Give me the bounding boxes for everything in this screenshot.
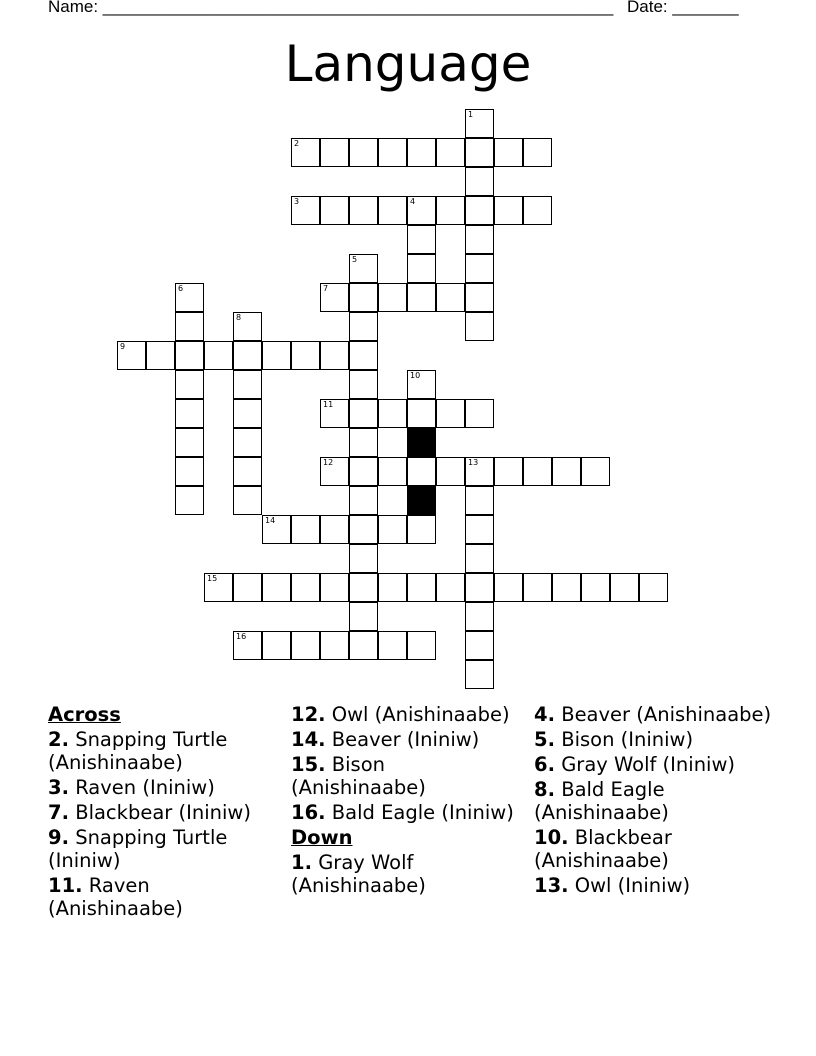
grid-cell[interactable] [465,225,494,254]
grid-cell[interactable] [233,428,262,457]
grid-cell[interactable] [465,138,494,167]
grid-cell[interactable] [494,138,523,167]
clue-across-9: 9. Snapping Turtle (Ininiw) [48,826,228,872]
grid-cell[interactable] [349,370,378,399]
grid-cell[interactable] [407,283,436,312]
grid-cell[interactable] [465,486,494,515]
grid-cell[interactable] [494,196,523,225]
grid-cell[interactable] [175,312,204,341]
grid-cell[interactable] [291,631,320,660]
clue-number-7: 7 [323,284,329,293]
grid-cell[interactable] [436,196,465,225]
grid-cell[interactable] [349,573,378,602]
clue-across-16: 16. Bald Eagle (Ininiw) [291,801,514,824]
grid-cell[interactable] [262,341,291,370]
grid-cell[interactable] [233,370,262,399]
clue-number-4: 4 [410,197,416,206]
grid-cell[interactable] [349,283,378,312]
grid-cell[interactable] [117,341,146,370]
grid-cell[interactable] [378,631,407,660]
grid-cell[interactable] [349,399,378,428]
grid-cell[interactable] [175,370,204,399]
grid-cell[interactable] [581,457,610,486]
grid-cell[interactable] [465,109,494,138]
grid-cell[interactable] [523,573,552,602]
grid-cell[interactable] [465,254,494,283]
grid-cell[interactable] [233,573,262,602]
date-field[interactable]: Date: _______ [627,0,739,16]
grid-cell[interactable] [407,225,436,254]
clue-across-15: 15. Bison (Anishinaabe) [291,753,426,799]
grid-cell[interactable] [552,457,581,486]
grid-cell[interactable] [465,631,494,660]
clue-number-12: 12 [323,458,334,467]
grid-cell[interactable] [233,341,262,370]
grid-cell[interactable] [320,457,349,486]
grid-cell[interactable] [494,457,523,486]
grid-cell[interactable] [349,486,378,515]
clue-number-14: 14 [265,516,276,525]
grid-cell[interactable] [204,573,233,602]
grid-cell[interactable] [320,631,349,660]
clue-number-16: 16 [236,632,247,641]
grid-cell[interactable] [175,428,204,457]
clues-column-3 [534,703,784,899]
clue-down-10: 10. Blackbear (Anishinaabe) [534,826,672,872]
clue-number-11: 11 [323,400,334,409]
grid-cell[interactable] [175,399,204,428]
name-field[interactable]: Name: ______________________________________________________ [48,0,614,16]
grid-cell[interactable] [349,138,378,167]
grid-cell[interactable] [436,457,465,486]
grid-cell[interactable] [233,399,262,428]
grid-cell[interactable] [320,138,349,167]
grid-cell[interactable] [465,457,494,486]
grid-cell[interactable] [262,573,291,602]
grid-cell[interactable] [378,573,407,602]
grid-cell[interactable] [407,515,436,544]
clue-down-1: 1. Gray Wolf (Anishinaabe) [291,851,426,897]
grid-cell[interactable] [523,138,552,167]
grid-cell[interactable] [610,573,639,602]
grid-cell[interactable] [465,312,494,341]
grid-cell[interactable] [146,341,175,370]
clue-across-2: 2. Snapping Turtle (Anishinaabe) [48,728,228,774]
clue-number-5: 5 [352,255,358,264]
grid-cell[interactable] [349,254,378,283]
clue-number-8: 8 [236,313,242,322]
clue-number-13: 13 [468,458,479,467]
grid-cell[interactable] [291,196,320,225]
grid-cell[interactable] [465,515,494,544]
clue-down-4: 4. Beaver (Anishinaabe) [534,703,772,726]
clue-across-14: 14. Beaver (Ininiw) [291,728,480,751]
clue-down-13: 13. Owl (Ininiw) [534,874,691,897]
grid-cell[interactable] [436,573,465,602]
clue-number-2: 2 [294,139,300,148]
clues-column-2 [291,703,526,899]
grid-cell[interactable] [233,312,262,341]
grid-cell[interactable] [349,544,378,573]
grid-cell[interactable] [465,544,494,573]
grid-cell[interactable] [349,196,378,225]
grid-cell[interactable] [175,486,204,515]
grid-cell[interactable] [407,254,436,283]
grid-cell[interactable] [233,457,262,486]
grid-cell[interactable] [494,573,523,602]
clue-number-6: 6 [178,284,184,293]
clue-down-6: 6. Gray Wolf (Ininiw) [534,753,736,776]
grid-cell[interactable] [407,370,436,399]
grid-cell[interactable] [320,515,349,544]
clue-across-3: 3. Raven (Ininiw) [48,776,215,799]
grid-cell[interactable] [407,631,436,660]
grid-cell[interactable] [349,428,378,457]
grid-cell[interactable] [262,631,291,660]
grid-cell[interactable] [465,602,494,631]
clue-number-9: 9 [120,342,126,351]
grid-cell[interactable] [465,196,494,225]
grid-cell[interactable] [523,196,552,225]
grid-cell[interactable] [552,573,581,602]
grid-cell[interactable] [465,399,494,428]
grid-cell[interactable] [291,573,320,602]
clue-number-3: 3 [294,197,300,206]
grid-cell[interactable] [378,138,407,167]
grid-cell[interactable] [291,138,320,167]
grid-cell[interactable] [320,341,349,370]
grid-cell[interactable] [320,399,349,428]
grid-cell[interactable] [407,399,436,428]
grid-cell[interactable] [349,515,378,544]
clue-down-8: 8. Bald Eagle (Anishinaabe) [534,778,669,824]
grid-block-cell [407,486,436,515]
grid-cell[interactable] [436,399,465,428]
grid-cell[interactable] [639,573,668,602]
grid-cell[interactable] [523,457,552,486]
grid-cell[interactable] [378,196,407,225]
clues-column-1 [48,703,283,922]
grid-cell[interactable] [349,312,378,341]
grid-cell[interactable] [320,283,349,312]
grid-cell[interactable] [349,457,378,486]
grid-cell[interactable] [349,341,378,370]
grid-cell[interactable] [175,457,204,486]
clue-across-11: 11. Raven (Anishinaabe) [48,874,183,920]
clue-down-5: 5. Bison (Ininiw) [534,728,694,751]
grid-cell[interactable] [465,167,494,196]
grid-cell[interactable] [581,573,610,602]
grid-cell[interactable] [291,515,320,544]
grid-cell[interactable] [378,399,407,428]
across-heading: Across [48,703,121,726]
grid-cell[interactable] [349,631,378,660]
grid-cell[interactable] [407,138,436,167]
grid-cell[interactable] [407,457,436,486]
grid-cell[interactable] [233,486,262,515]
grid-cell[interactable] [233,631,262,660]
grid-cell[interactable] [320,196,349,225]
grid-block-cell [407,428,436,457]
grid-cell[interactable] [262,515,291,544]
grid-cell[interactable] [291,341,320,370]
clue-across-7: 7. Blackbear (Ininiw) [48,801,251,824]
clue-across-12: 12. Owl (Anishinaabe) [291,703,510,726]
grid-cell[interactable] [436,138,465,167]
grid-cell[interactable] [320,573,349,602]
grid-cell[interactable] [407,573,436,602]
grid-cell[interactable] [378,457,407,486]
grid-cell[interactable] [378,515,407,544]
grid-cell[interactable] [465,283,494,312]
grid-cell[interactable] [436,283,465,312]
grid-cell[interactable] [465,573,494,602]
grid-cell[interactable] [378,283,407,312]
grid-cell[interactable] [465,660,494,689]
down-heading: Down [291,826,353,849]
clue-number-1: 1 [468,110,474,119]
clue-number-15: 15 [207,574,218,583]
grid-cell[interactable] [407,196,436,225]
grid-cell[interactable] [175,283,204,312]
page-title: Language [284,35,532,93]
grid-cell[interactable] [204,341,233,370]
grid-cell[interactable] [175,341,204,370]
clue-number-10: 10 [410,371,421,380]
grid-cell[interactable] [349,602,378,631]
